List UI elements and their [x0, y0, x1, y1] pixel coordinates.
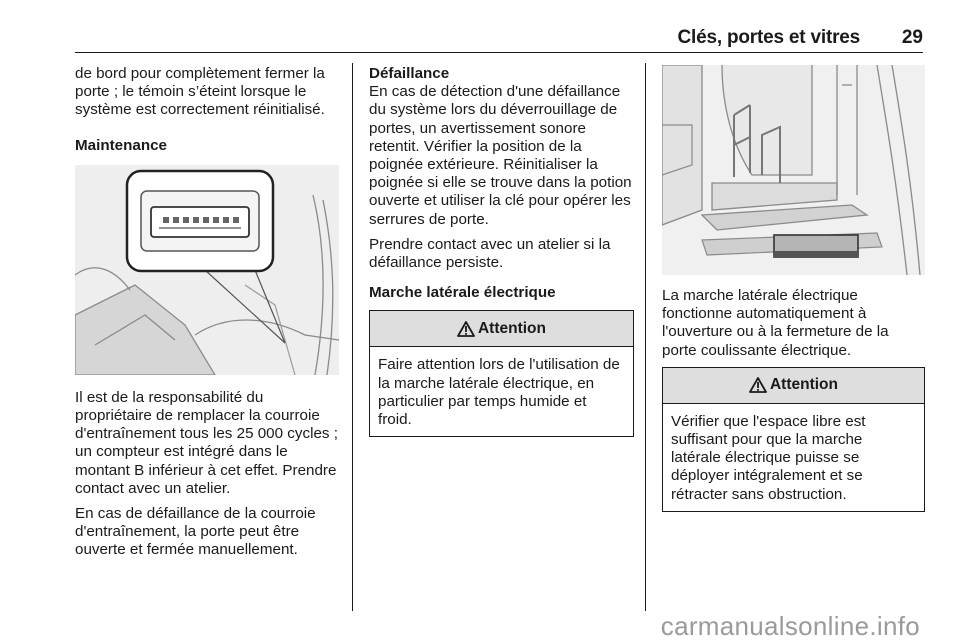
intro-paragraph: de bord pour complètement fermer la porte ; le témoin s’éteint lorsque le système est correctement réinitialisé. [75, 65, 325, 119]
column-divider-1 [352, 63, 353, 611]
atelier-paragraph: Prendre contact avec un atelier si la défaillance persiste. [369, 235, 611, 272]
section-title: Clés, portes et vitres [677, 27, 860, 48]
defaillance-heading: Défaillance [369, 65, 450, 82]
column-right [662, 65, 925, 512]
attention-title: Attention [477, 319, 546, 337]
attention-box-step-use [369, 310, 634, 437]
step-description: La marche latérale électrique fonctionne automatiquement à l'ouverture ou à la fermeture de la porte coulissante électrique. [662, 287, 889, 359]
responsibility-paragraph: Il est de la responsabilité du propriétaire de remplacer la courroie d'entraînement tous les 25 000 cycles ; un compteur est intégré dans le montant B inférieur à cet effet. Prendre contact avec un atelier. [75, 388, 338, 497]
column-left [75, 65, 341, 567]
attention-title: Attention [769, 376, 838, 394]
page-number: 29 [901, 27, 923, 48]
side-step-illustration [662, 65, 925, 275]
column-middle [369, 65, 634, 437]
defaillance-paragraph: En cas de détection d'une défaillance du système lors du déverrouillage de portes, un avertissement sonore retentit. Vérifier la position de la poignée extérieure. Réinitialiser la poignée si elle se trouve dans la potion ouverte et utiliser la clé pour opérer les serrures de porte. [369, 83, 632, 228]
belt-failure-paragraph: En cas de défaillance de la courroie d'entraînement, la porte peut être ouverte et fermée manuellement. [75, 505, 316, 559]
obd-connector-illustration [75, 165, 339, 375]
column-divider-2 [645, 63, 646, 611]
header-divider [75, 52, 923, 53]
warning-triangle-icon [749, 377, 767, 393]
maintenance-heading: Maintenance [75, 136, 167, 154]
attention-text: Vérifier que l'espace libre est suffisant pour que la marche latérale électrique puisse se déployer intégralement et se rétracter sans obstruction. [671, 412, 866, 503]
warning-triangle-icon [457, 321, 475, 337]
attention-header [663, 368, 924, 404]
attention-text: Faire attention lors de l'utilisation de la marche latérale électrique, en particulier par temps humide et froid. [378, 356, 620, 429]
attention-header [370, 311, 633, 347]
watermark: carmanualsonline.info [660, 611, 920, 641]
marche-heading: Marche latérale électrique [369, 284, 556, 302]
attention-box-clearance [662, 367, 925, 512]
